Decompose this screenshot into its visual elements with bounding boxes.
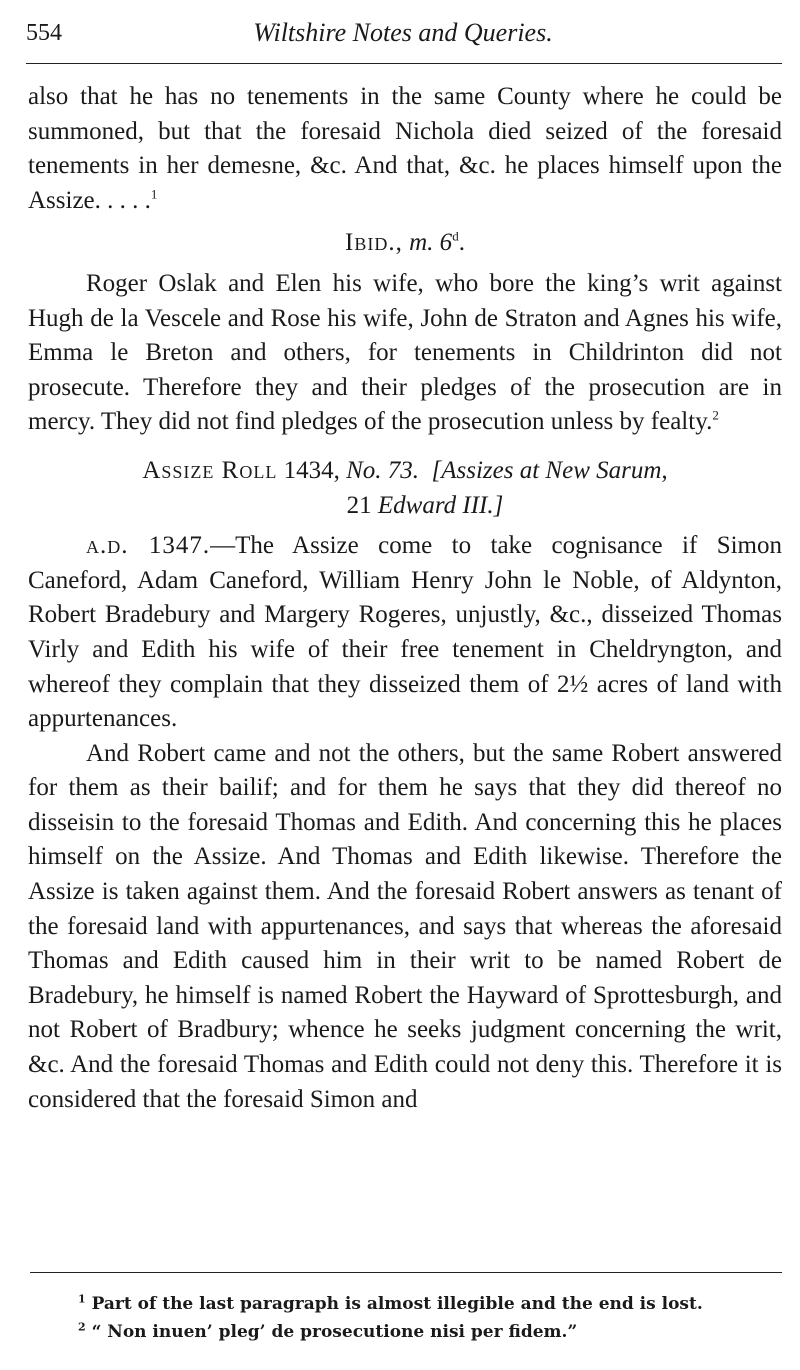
running-head [26, 16, 780, 50]
body-text [28, 80, 782, 1117]
section-heading-ibid [28, 226, 782, 261]
heading-line2-num: 21 [346, 491, 372, 519]
running-title: Wiltshire Notes and Queries. [253, 18, 553, 47]
page-number: 554 [26, 20, 62, 46]
heading-bracket-line1: [Assizes at New Sarum, [431, 456, 668, 484]
footnote-text: Part of the last paragraph is almost illegible and the end is lost. [91, 1294, 703, 1314]
paragraph-oslak [28, 267, 782, 440]
footnote-marker: 1 [78, 1292, 86, 1306]
footnote-ref-1: 1 [150, 186, 158, 202]
footnote-2 [78, 1318, 780, 1346]
heading-ibid-label: Ibid., [345, 229, 403, 257]
header-rule [26, 63, 782, 64]
footnotes [78, 1290, 780, 1346]
heading-no: No. 73. [346, 456, 420, 484]
paragraph-text: also that he has no tenements in the same County where he could be summoned, but that the foresaid Nichola died seized of the foresaid tenements in her demesne, &c. And that, &c. he places himself upon the Assize. . . . . [28, 83, 782, 214]
heading-sup: d [452, 229, 459, 245]
paragraph-assize-2 [28, 737, 782, 1118]
paragraph-text: And Robert came and not the others, but the same Robert answered for them as their bailif; and for them he says that they did thereof no disseisin to the foresaid Thomas and Edith. And concerning this he places himself on the Assize. And Thomas and Edith likewise. Therefore the Assize is taken against them. And the foresaid Robert answers as tenant of the foresaid land with appurtenances, and says that whereas the aforesaid Thomas and Edith caused him in their writ to be named Robert de Bradebury, he himself is named Robert the Hayward of Sprottesburgh, and not Robert of Bradbury; whence he seeks judgment concerning the writ, &c. And the foresaid Thomas and Edith could not deny this. Therefore it is considered that the foresaid Simon and [28, 739, 782, 1113]
paragraph-text: —The Assize come to take cognisance if Simon Caneford, Adam Caneford, William Henry John le Noble, of Aldynton, Robert Bradebury and Margery Rogeres, unjustly, &c., disseized Thomas Virly and Edith his wife of their free tenement in Cheldryngton, and whereof they complain that they disseized them of 2½ acres of land with appurtenances. [28, 532, 782, 733]
footnote-text: “ Non inuen’ pleg’ de prosecutione nisi per fidem.” [91, 1322, 578, 1342]
heading-membrane: m. 6 [409, 229, 453, 257]
heading-line2-name: Edward III.] [377, 491, 504, 519]
footnote-ref-2: 2 [712, 408, 719, 424]
paragraph-continued [28, 80, 782, 218]
paragraph-text: Roger Oslak and Elen his wife, who bore the king’s writ against Hugh de la Vescele and Rose his wife, John de Straton and Agnes his wife, Emma le Breton and others, for tenements in Childrinton did not prosecute. Therefore they and their pledges of the prosecution are in mercy. They did not find pledges of the prosecution unless by fealty. [28, 269, 782, 436]
footnote-1 [78, 1290, 780, 1318]
heading-roll-number: 1434, [283, 456, 340, 484]
date-label: a.d. 1347. [86, 532, 211, 560]
footnote-rule [30, 1272, 782, 1273]
heading-roll: Assize Roll [142, 456, 278, 484]
footnote-marker: 2 [78, 1320, 86, 1334]
heading-end: . [458, 229, 465, 257]
paragraph-assize-1 [28, 529, 782, 737]
section-heading-assize [28, 454, 782, 523]
